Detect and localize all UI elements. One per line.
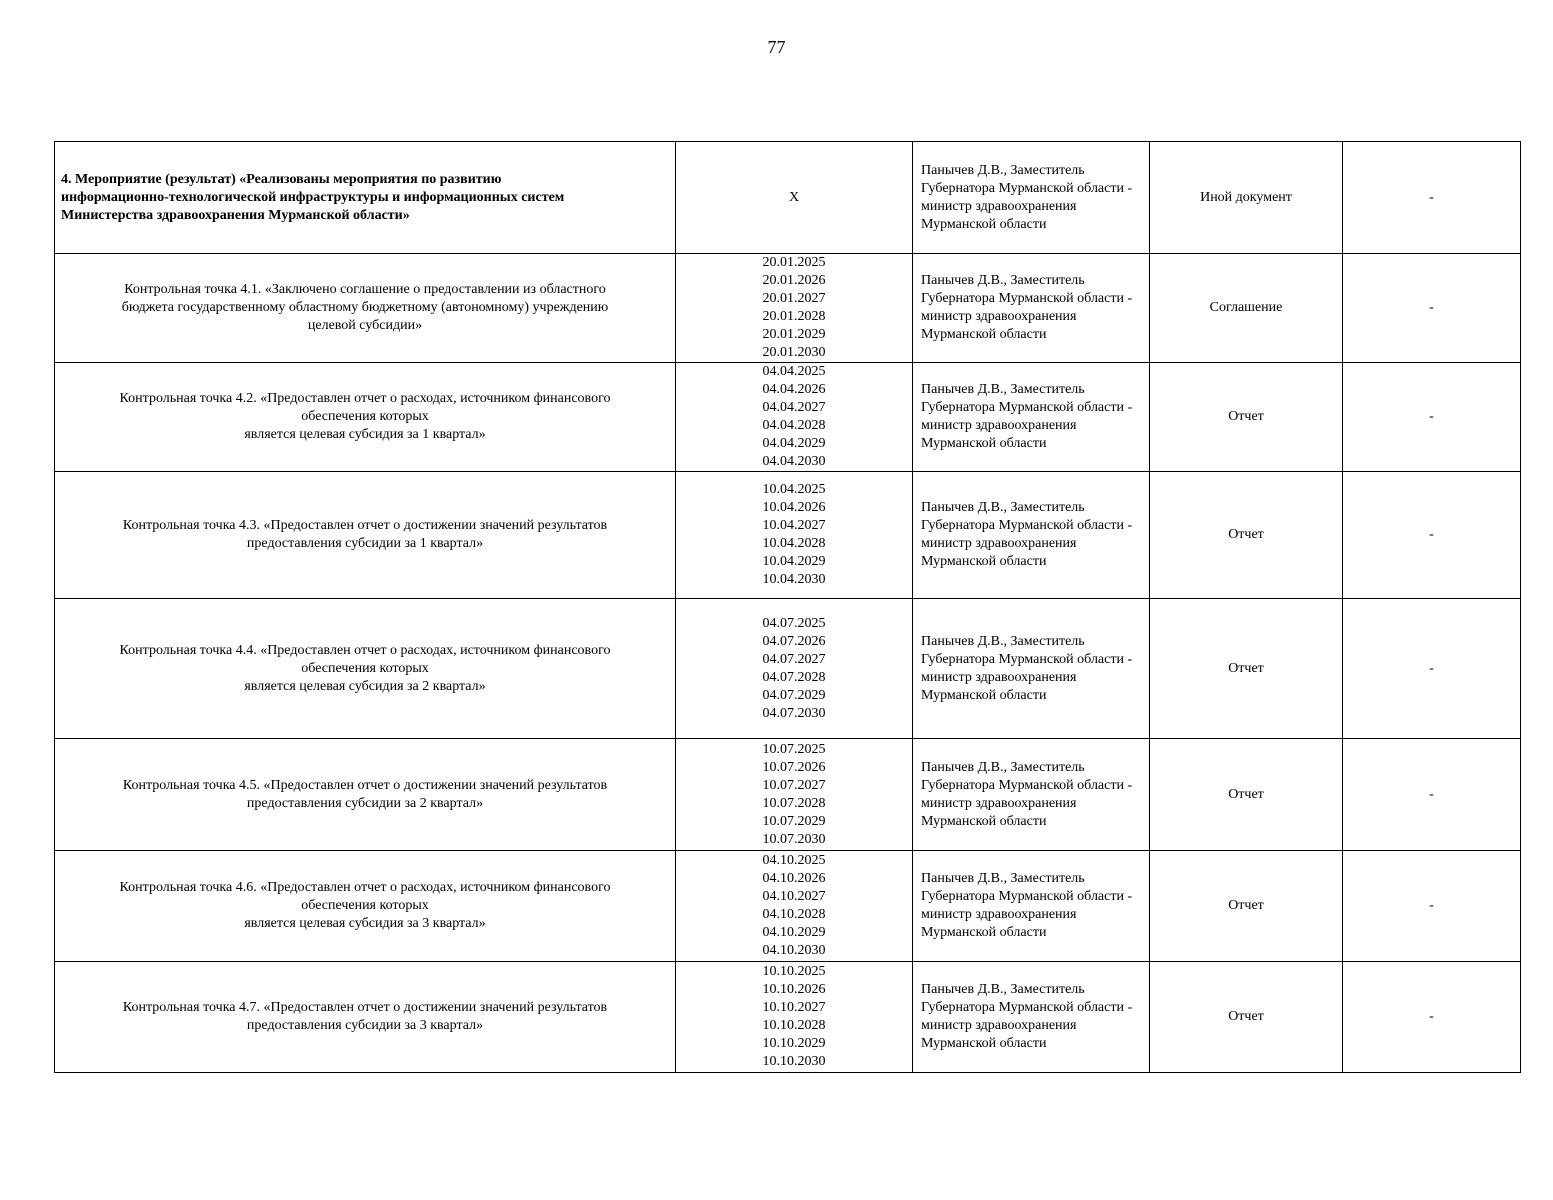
name-line: Контрольная точка 4.7. «Предоставлен отчет о достижении значений результатов — [122, 1000, 608, 1015]
name-line: предоставления субсидии за 3 квартал» — [246, 1018, 484, 1033]
responsible-person-cell: Панычев Д.В., Заместитель Губернатора Мурманской области - министр здравоохранения Мурманской области — [913, 363, 1150, 472]
deadline-date: 10.04.2029 — [762, 554, 826, 569]
document-type-cell: Отчет — [1150, 962, 1343, 1073]
extra-info-cell: - — [1343, 142, 1521, 254]
event-row — [55, 142, 1521, 254]
deadline-dates-cell — [676, 142, 913, 254]
name-line: является целевая субсидия за 2 квартал» — [244, 678, 486, 694]
document-type-cell: Отчет — [1150, 851, 1343, 962]
name-line: предоставления субсидии за 2 квартал» — [246, 795, 484, 811]
deadline-date: 04.10.2029 — [762, 925, 826, 940]
name-line: предоставления субсидии за 1 квартал» — [246, 536, 484, 551]
deadline-dates-cell — [676, 254, 913, 363]
deadline-date: 10.04.2027 — [762, 518, 826, 533]
deadline-date: 10.07.2029 — [762, 813, 826, 829]
deadline-date: 20.01.2027 — [762, 291, 826, 306]
deadline-date: 04.04.2028 — [762, 418, 826, 433]
extra-info-cell: - — [1343, 962, 1521, 1073]
deadline-dates-cell — [676, 739, 913, 851]
document-type-cell: Иной документ — [1150, 142, 1343, 254]
control-point-name-cell — [55, 363, 676, 472]
control-point-row — [55, 851, 1521, 962]
deadline-date: 04.10.2030 — [762, 943, 826, 958]
control-point-row — [55, 962, 1521, 1073]
deadline-date: 04.04.2030 — [762, 454, 826, 469]
deadline-date: 04.04.2029 — [762, 436, 826, 451]
control-point-name-cell — [55, 472, 676, 599]
document-type-cell: Отчет — [1150, 739, 1343, 851]
deadline-date: X — [788, 189, 800, 205]
deadline-date: 10.10.2025 — [762, 964, 826, 979]
responsible-person-cell: Панычев Д.В., Заместитель Губернатора Мурманской области - министр здравоохранения Мурманской области — [913, 739, 1150, 851]
deadline-date: 04.10.2025 — [762, 853, 826, 868]
deadline-date: 10.07.2030 — [762, 831, 826, 847]
name-line: обеспечения которых — [301, 898, 429, 913]
deadline-dates-cell — [676, 962, 913, 1073]
control-point-name-cell — [55, 739, 676, 851]
control-point-name-cell — [55, 599, 676, 739]
name-line: Контрольная точка 4.3. «Предоставлен отчет о достижении значений результатов — [122, 518, 608, 533]
control-point-row — [55, 363, 1521, 472]
control-point-row — [55, 254, 1521, 363]
deadline-date: 10.10.2027 — [762, 1000, 826, 1015]
deadline-dates-cell — [676, 851, 913, 962]
deadline-date: 10.07.2026 — [762, 759, 826, 775]
responsible-person-cell: Панычев Д.В., Заместитель Губернатора Мурманской области - министр здравоохранения Мурманской области — [913, 254, 1150, 363]
control-points-table — [54, 141, 1521, 1073]
event-title-cell — [55, 142, 676, 254]
document-type-cell: Отчет — [1150, 599, 1343, 739]
deadline-date: 20.01.2025 — [762, 255, 826, 270]
deadline-date: 04.07.2029 — [762, 687, 826, 703]
responsible-person-cell: Панычев Д.В., Заместитель Губернатора Мурманской области - министр здравоохранения Мурманской области — [913, 851, 1150, 962]
name-line: Контрольная точка 4.4. «Предоставлен отчет о расходах, источником финансового — [119, 642, 611, 658]
extra-info-cell: - — [1343, 599, 1521, 739]
responsible-person-cell: Панычев Д.В., Заместитель Губернатора Мурманской области - министр здравоохранения Мурманской области — [913, 599, 1150, 739]
deadline-date: 04.07.2026 — [762, 633, 826, 649]
control-point-name-cell — [55, 962, 676, 1073]
deadline-date: 10.04.2028 — [762, 536, 826, 551]
name-line: обеспечения которых — [301, 660, 429, 676]
page-number: 77 — [767, 37, 786, 57]
deadline-date: 10.10.2029 — [762, 1036, 826, 1051]
name-line: является целевая субсидия за 1 квартал» — [244, 427, 486, 442]
control-point-row — [55, 599, 1521, 739]
name-line: целевой субсидии» — [307, 318, 423, 333]
control-point-row — [55, 739, 1521, 851]
document-type-cell: Отчет — [1150, 472, 1343, 599]
document-type-cell: Соглашение — [1150, 254, 1343, 363]
deadline-date: 20.01.2026 — [762, 273, 826, 288]
deadline-dates-cell — [676, 472, 913, 599]
deadline-date: 20.01.2030 — [762, 345, 826, 360]
deadline-date: 10.07.2028 — [762, 795, 826, 811]
deadline-dates-cell — [676, 599, 913, 739]
deadline-date: 04.07.2025 — [762, 615, 826, 631]
name-line: Контрольная точка 4.2. «Предоставлен отчет о расходах, источником финансового — [119, 391, 611, 406]
deadline-date: 10.10.2030 — [762, 1054, 826, 1069]
deadline-date: 04.10.2028 — [762, 907, 826, 922]
name-line: 4. Мероприятие (результат) «Реализованы мероприятия по развитию — [61, 171, 502, 187]
name-line: Контрольная точка 4.1. «Заключено соглашение о предоставлении из областного — [124, 282, 606, 297]
extra-info-cell: - — [1343, 472, 1521, 599]
control-point-name-cell — [55, 851, 676, 962]
deadline-date: 04.07.2030 — [762, 705, 826, 721]
deadline-date: 10.10.2028 — [762, 1018, 826, 1033]
deadline-date: 04.04.2025 — [762, 364, 826, 379]
deadline-date: 20.01.2029 — [762, 327, 826, 342]
extra-info-cell: - — [1343, 739, 1521, 851]
deadline-date: 04.04.2026 — [762, 382, 826, 397]
deadline-dates-cell — [676, 363, 913, 472]
name-line: Контрольная точка 4.6. «Предоставлен отчет о расходах, источником финансового — [119, 880, 611, 895]
name-line: Министерства здравоохранения Мурманской области» — [61, 207, 410, 223]
deadline-date: 04.04.2027 — [762, 400, 826, 415]
deadline-date: 20.01.2028 — [762, 309, 826, 324]
control-point-name-cell — [55, 254, 676, 363]
deadline-date: 10.04.2026 — [762, 500, 826, 515]
responsible-person-cell: Панычев Д.В., Заместитель Губернатора Мурманской области - министр здравоохранения Мурманской области — [913, 142, 1150, 254]
deadline-date: 04.10.2027 — [762, 889, 826, 904]
deadline-date: 04.07.2028 — [762, 669, 826, 685]
deadline-date: 10.07.2027 — [762, 777, 826, 793]
deadline-date: 10.07.2025 — [762, 741, 826, 757]
responsible-person-cell: Панычев Д.В., Заместитель Губернатора Мурманской области - министр здравоохранения Мурманской области — [913, 472, 1150, 599]
deadline-date: 04.07.2027 — [762, 651, 826, 667]
responsible-person-cell: Панычев Д.В., Заместитель Губернатора Мурманской области - министр здравоохранения Мурманской области — [913, 962, 1150, 1073]
document-type-cell: Отчет — [1150, 363, 1343, 472]
deadline-date: 10.10.2026 — [762, 982, 826, 997]
deadline-date: 04.10.2026 — [762, 871, 826, 886]
extra-info-cell: - — [1343, 851, 1521, 962]
name-line: Контрольная точка 4.5. «Предоставлен отчет о достижении значений результатов — [122, 777, 608, 793]
extra-info-cell: - — [1343, 254, 1521, 363]
table-body — [55, 142, 1521, 1073]
name-line: бюджета государственному областному бюджетному (автономному) учреждению — [121, 300, 609, 315]
extra-info-cell: - — [1343, 363, 1521, 472]
control-point-row — [55, 472, 1521, 599]
name-line: является целевая субсидия за 3 квартал» — [244, 916, 486, 931]
name-line: обеспечения которых — [301, 409, 429, 424]
deadline-date: 10.04.2030 — [762, 572, 826, 587]
name-line: информационно-технологической инфраструктуры и информационных систем — [61, 189, 565, 205]
deadline-date: 10.04.2025 — [762, 482, 826, 497]
